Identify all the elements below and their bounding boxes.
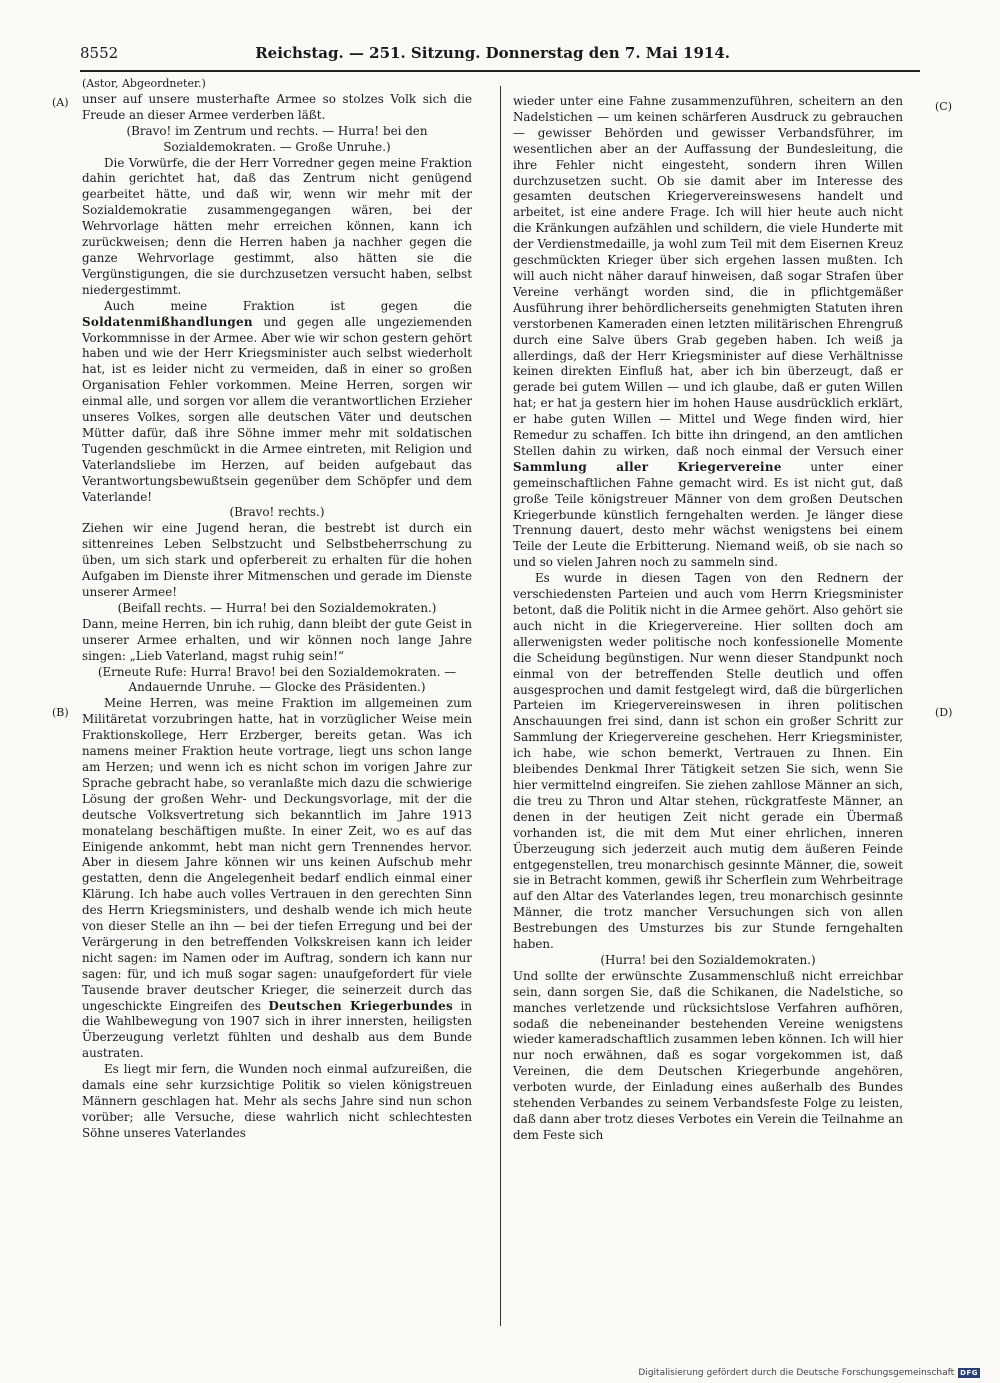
footer-text: Digitalisierung gefördert durch die Deutsche Forschungsgemeinschaft xyxy=(638,1368,955,1378)
interjection: (Bravo! im Zentrum und rechts. — Hurra! bei den Sozialdemokraten. — Große Unruhe.) xyxy=(126,123,428,154)
paragraph: unser auf unsere musterhafte Armee so stolzes Volk sich die Freude an dieser Armee verderben läßt. xyxy=(82,91,472,122)
header-rule xyxy=(80,70,920,72)
emphasis-term: Soldatenmißhandlungen xyxy=(82,314,253,329)
paragraph: Dann, meine Herren, bin ich ruhig, dann bleibt der gute Geist in unserer Armee erhalten, und wir können noch lange Jahre singen: „Lieb Vaterland, magst ruhig sein!“ xyxy=(82,616,472,663)
page-number: 8552 xyxy=(80,44,119,62)
interjection: (Erneute Rufe: Hurra! Bravo! bei den Sozialdemokraten. — Andauernde Unruhe. — Glocke des Präsidenten.) xyxy=(97,664,457,695)
paragraph: Es liegt mir fern, die Wunden noch einmal aufzureißen, die damals eine sehr kurzsichtige Politik so vielen königstreuen Männern geschlagen hat. Mehr als sechs Jahre sind nun schon vorüber; alle Versuche, diese wahrlich nicht schlechtesten Söhne unseres Vaterlandes xyxy=(82,1062,472,1140)
paragraph xyxy=(513,94,903,571)
text-span: in die Wahlbewegung von 1907 sich in ihrer innersten, heiligsten Überzeugung verletzt fühlten und deshalb aus dem Bunde austraten. xyxy=(82,998,472,1061)
page-header xyxy=(80,44,730,62)
paragraph: Es wurde in diesen Tagen von den Rednern der verschiedensten Parteien und auch vom Herrn Kriegsminister betont, daß die Politik nicht in die Armee gehört. Also gehört sie auch nicht in die Kriegervereine. Hier sollten doch am allerwenigsten weder politische noch konfessionelle Momente die Scheidung begünstigen. Nur wenn dieser Standpunkt noch einmal von der betreffenden Stelle deutlich und offen ausgesprochen und damit festgelegt wird, daß die bürgerlichen Parteien im Kriegervereinswesen in ihren politischen Anschauungen frei sind, dann ist schon ein großer Schritt zur Sammlung der Kriegervereine geschehen. Herr Kriegsminister, ich habe, wie schon bemerkt, Vertrauen zu Ihnen. Ein bleibendes Denkmal Ihrer Tätigkeit setzen Sie sich, wenn Sie hier vermittelnd eingreifen. Sie ziehen zahllose Männer an sich, die treu zu Thron und Altar stehen, rückgratfeste Männer, an denen in der heutigen Zeit nicht gerade ein Übermaß vorhanden ist, die mit dem Mut einer ehrlichen, inneren Überzeugung sich jederzeit auch mutig dem äußeren Feinde entgegenstellen, treu monarchisch gesinnte Männer, die, soweit sie in Betracht kommen, gewiß ihr Scherflein zum Wehrbeitrage auf den Altar des Vaterlandes legen, treu monarchisch gesinnte Männer, die trotz mancher Versuchungen sich von allen Bestrebungen des Umsturzes bis zur Stunde ferngehalten haben. xyxy=(513,571,903,952)
left-column xyxy=(82,76,472,1142)
margin-marker-a: (A) xyxy=(52,96,69,109)
paragraph: Ziehen wir eine Jugend heran, die bestrebt ist durch ein sittenreines Leben Selbstzucht und Selbstbeherrschung zu üben, um sich stark und opferbereit zu erhalten für die hohen Aufgaben im Dienste ihrer Mitmenschen und gerade im Dienste unserer Armee! xyxy=(82,521,472,599)
text-span: und gegen alle ungeziemenden Vorkommnisse in der Armee. Aber wie wir schon gestern gehört haben und wie der Herr Kriegsminister auch selbst wiederholt hat, ist es leider nicht zu vermeiden, daß in einer so großen Organisation Fehler vorkommen. Meine Herren, sorgen wir einmal alle, und sorgen vor allem die verantwortlichen Erzieher unseres Volkes, sorgen alle deutschen Väter und deutschen Mütter dafür, daß ihre Söhne immer mehr mit soldatischen Tugenden geschmückt in die Armee eintreten, mit Religion und Vaterlandsliebe im Herzen, auf beiden aufgebaut das Verantwortungsbewußtsein gegenüber dem Schöpfer und dem Vaterlande! xyxy=(82,314,472,504)
text-span: wieder unter eine Fahne zusammenzuführen, scheitern an den Nadelstichen — um keinen schärferen Ausdruck zu gebrauchen — gewisser Behörden und gewisser Verbandsführer, im wesentlichen aber an der Auffassung der Bundesleitung, die ihre Fehler nicht eingesteht, sondern ihren Willen durchzusetzen sucht. Ob sie damit aber im Interesse des gesamten deutschen Kriegervereinswesens handelt und arbeitet, ist eine andere Frage. Ich will hier heute auch nicht die Kränkungen aufzählen und schildern, die viele Hunderte mit der Verdienstmedaille, ja wohl zum Teil mit dem Eisernen Kreuz geschmückten Krieger über sich ergehen lassen mußten. Ich will auch nicht näher darauf hinweisen, daß sogar Strafen über Vereine verhängt worden sind, die in pflichtgemäßer Ausführung ihrer behördlicherseits genehmigten Statuten ihren verstorbenen Kameraden einen letzten militärischen Ehrengruß durch eine Salve übers Grab gegeben haben. Ich weiß ja allerdings, daß der Herr Kriegsminister auf diese Verhältnisse keinen direkten Einfluß hat, aber ich bin überzeugt, daß er gerade bei gutem Willen — und ich glaube, daß er guten Willen hat; er hat ja gestern hier im hohen Hause ausdrücklich erklärt, er habe guten Willen — Mittel und Wege finden wird, hier Remedur zu schaffen. Ich bitte ihn dringend, an den amtlichen Stellen dahin zu wirken, daß noch einmal der Versuch einer xyxy=(513,94,903,458)
right-column xyxy=(513,94,903,1144)
emphasis-term: Sammlung aller Kriegervereine xyxy=(513,459,782,474)
margin-marker-c: (C) xyxy=(935,100,952,113)
margin-marker-d: (D) xyxy=(935,706,953,719)
margin-marker-b: (B) xyxy=(52,706,69,719)
text-span: Meine Herren, was meine Fraktion im allgemeinen zum Militäretat vorzubringen hatte, hat in vorzüglicher Weise mein Fraktionskollege, Herr Erzberger, bereits getan. Was ich namens meiner Fraktion heute vortrage, liegt uns schon lange am Herzen; und wenn ich es nicht schon im vorigen Jahre zur Sprache gebracht habe, so veranlaßte mich dazu die schwierige Lösung der großen Wehr- und Deckungsvorlage, mit der die deutsche Volksvertretung sich bekanntlich im Jahre 1913 monatelang beschäftigen mußte. In einer Zeit, wo es auf das Einigende ankommt, hebt man nicht gern Trennendes hervor. Aber in diesem Jahre können wir uns keinen Aufschub mehr gestatten, denn die Angelegenheit bedarf endlich einmal einer Klärung. Ich habe auch volles Vertrauen in den gerechten Sinn des Herrn Kriegsministers, und deshalb wende ich mich heute von dieser Stelle an ihn — bei der tiefen Erregung und bei der Verärgerung in den betreffenden Volkskreisen kann ich leider nicht sagen: im Namen oder im Auftrag, sondern ich kann nur sagen: für, und ich muß sogar sagen: unaufgefordert für viele Tausende braver deutscher Krieger, die seinerzeit durch das ungeschickte Eingreifen des xyxy=(82,696,472,1013)
paragraph xyxy=(82,696,472,1062)
interjection: (Beifall rechts. — Hurra! bei den Sozialdemokraten.) xyxy=(117,600,437,615)
speaker-label: (Astor, Abgeordneter.) xyxy=(82,77,206,90)
column-divider xyxy=(500,86,501,1326)
text-span: unter einer gemeinschaftlichen Fahne gemacht wird. Es ist nicht gut, daß große Teile königstreuer Männer von dem großen Deutschen Kriegerbunde künstlich ferngehalten werden. Je länger diese Trennung dauert, desto mehr wächst wenigstens bei einem Teile der Leute die Erbitterung. Niemand weiß, ob sie nach so und so vielen Jahren noch zu sammeln sind. xyxy=(513,459,903,570)
paragraph: Die Vorwürfe, die der Herr Vorredner gegen meine Fraktion dahin gerichtet hat, daß das Zentrum nicht genügend gearbeitet hätte, und daß wir, wenn wir mehr mit der Sozialdemokratie zusammengegangen wären, bei der Wehrvorlage hätten mehr erreichen können, kann ich zurückweisen; denn die Herren haben ja nachher gegen die ganze Wehrvorlage gestimmt, also hätten sie die Vergünstigungen, die sie durchzusetzen versucht haben, selbst niedergestimmt. xyxy=(82,155,472,297)
digitization-footer xyxy=(638,1368,980,1378)
emphasis-term: Deutschen Kriegerbundes xyxy=(268,998,454,1013)
interjection: (Bravo! rechts.) xyxy=(229,505,325,520)
text-span: Auch meine Fraktion ist gegen die xyxy=(104,298,472,313)
dfg-logo: DFG xyxy=(960,1369,978,1377)
interjection: (Hurra! bei den Sozialdemokraten.) xyxy=(600,952,816,967)
paragraph: Und sollte der erwünschte Zusammenschluß nicht erreichbar sein, dann sorgen Sie, daß die Schikanen, die Nadelstiche, so manches verletzende und rücksichtslose Verfahren aufhören, sodaß die nebeneinander bestehenden Vereine wenigstens wieder kameradschaftlich zusammen leben können. Ich will hier nur noch erwähnen, daß es sogar vorgekommen ist, daß Vereinen, die dem Deutschen Kriegerbunde angehören, verboten wurde, der Einladung eines außerhalb des Bundes stehenden Verbandes zu seinem Verbandsfeste Folge zu leisten, daß dann aber trotz dieses Verbotes ein Verein die Teilnahme an dem Feste sich xyxy=(513,968,903,1142)
paragraph xyxy=(82,299,472,506)
page-title: Reichstag. — 251. Sitzung. Donnerstag den 7. Mai 1914. xyxy=(255,44,730,62)
